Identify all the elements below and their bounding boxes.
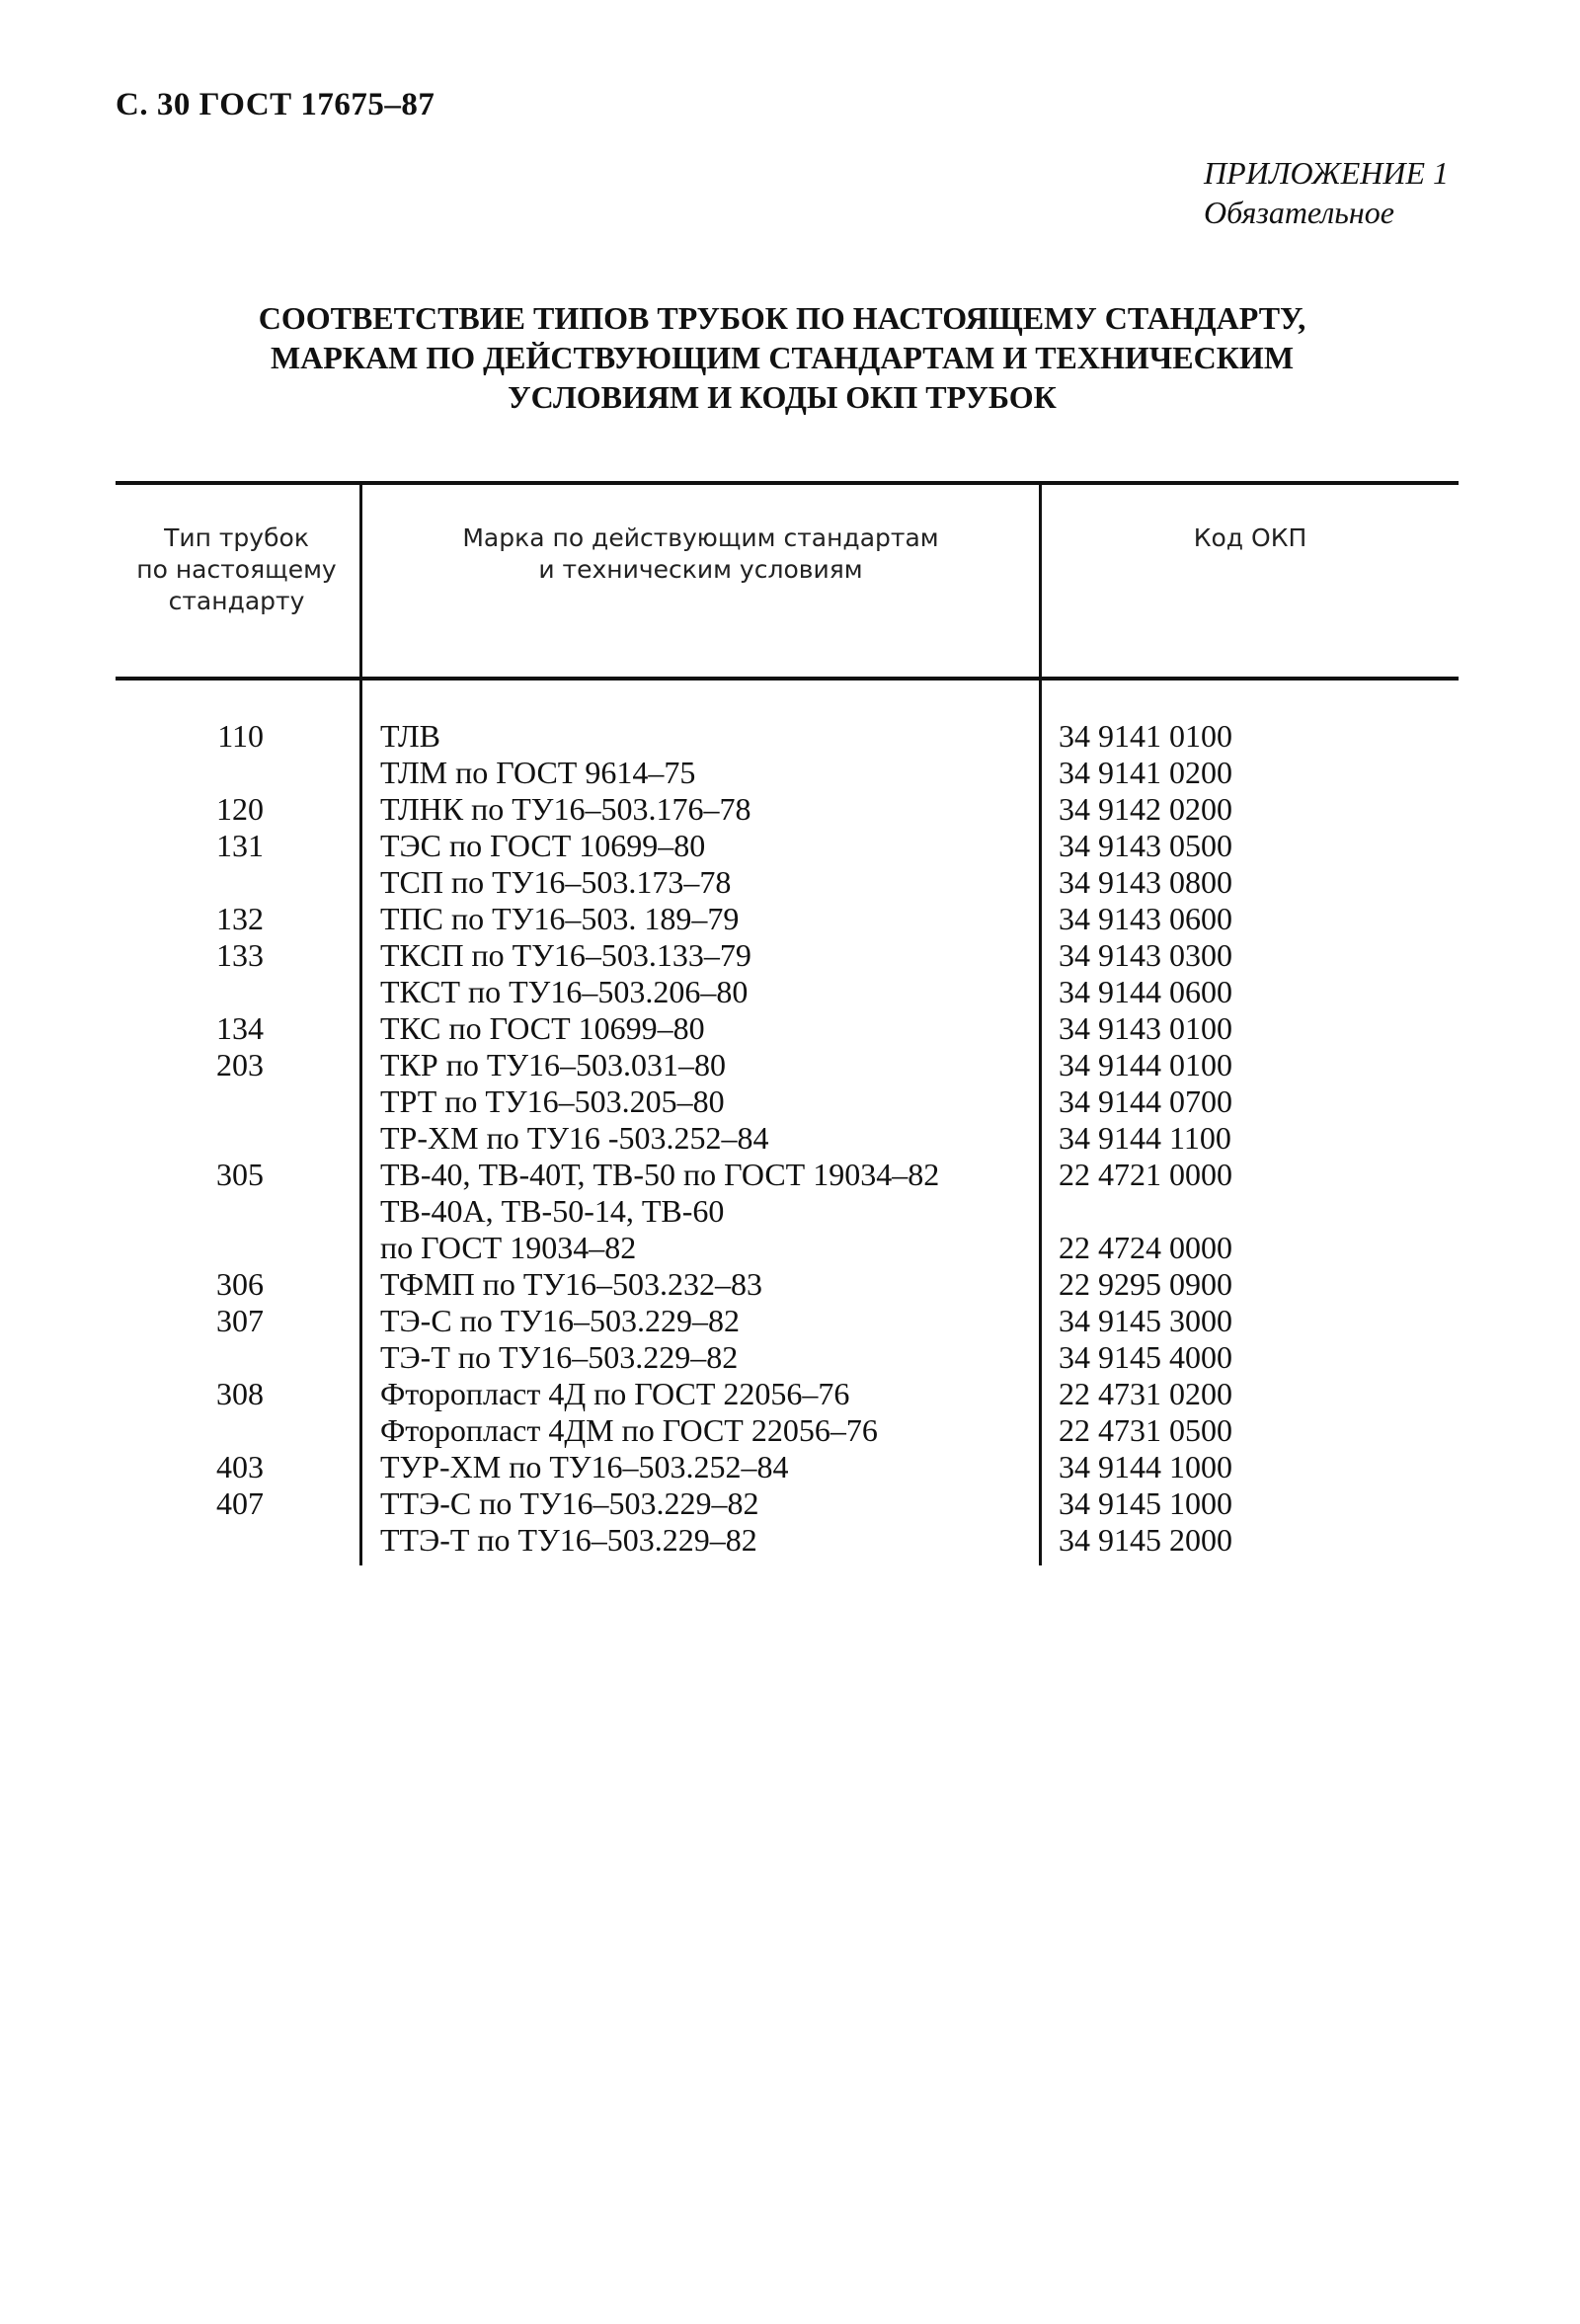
cell-brand: ТЭС по ГОСТ 10699–80 <box>380 828 706 863</box>
header-line: стандарту <box>168 587 305 615</box>
cell-tube-type: 307 <box>216 1303 264 1338</box>
table-row <box>116 864 1459 901</box>
page-header: С. 30 ГОСТ 17675–87 <box>116 87 435 122</box>
title-line: СООТВЕТСТВИЕ ТИПОВ ТРУБОК ПО НАСТОЯЩЕМУ СТАНДАРТУ, <box>258 300 1306 336</box>
cell-brand: ТВ-40А, ТВ-50-14, ТВ-60 <box>380 1193 725 1229</box>
table-row <box>116 718 1459 755</box>
header-line: Код ОКП <box>1193 523 1307 552</box>
cell-brand: ТУР-ХМ по ТУ16–503.252–84 <box>380 1449 789 1484</box>
cell-brand: ТР-ХМ по ТУ16 -503.252–84 <box>380 1120 769 1156</box>
cell-okp-code: 22 4731 0200 <box>1059 1376 1232 1411</box>
cell-brand: ТСП по ТУ16–503.173–78 <box>380 864 732 900</box>
title-line: МАРКАМ ПО ДЕЙСТВУЮЩИМ СТАНДАРТАМ И ТЕХНИЧЕСКИМ <box>270 340 1295 375</box>
table-row <box>116 1339 1459 1376</box>
cell-okp-code: 34 9145 4000 <box>1059 1339 1232 1375</box>
table-row <box>116 828 1459 864</box>
cell-okp-code: 34 9144 0700 <box>1059 1083 1232 1119</box>
cell-brand: Фторопласт 4Д по ГОСТ 22056–76 <box>380 1376 850 1411</box>
header-tube-type <box>116 522 357 617</box>
cell-tube-type: 407 <box>216 1485 264 1521</box>
table-row <box>116 791 1459 828</box>
cell-brand: ТЛВ <box>380 718 440 754</box>
table-row <box>116 1120 1459 1157</box>
cell-okp-code: 34 9144 1100 <box>1059 1120 1231 1156</box>
header-line: и техническим условиям <box>538 555 863 584</box>
header-line: Тип трубок <box>164 523 309 552</box>
table-body <box>116 718 1459 1559</box>
cell-tube-type: 134 <box>216 1010 264 1046</box>
table-row <box>116 1047 1459 1083</box>
cell-okp-code: 34 9145 2000 <box>1059 1522 1232 1558</box>
cell-tube-type: 305 <box>216 1157 264 1192</box>
table-row <box>116 974 1459 1010</box>
table-row <box>116 1230 1459 1266</box>
appendix-label: ПРИЛОЖЕНИЕ 1 <box>1204 155 1449 191</box>
cell-okp-code: 34 9145 1000 <box>1059 1485 1232 1521</box>
cell-brand: ТВ-40, ТВ-40Т, ТВ-50 по ГОСТ 19034–82 <box>380 1157 940 1192</box>
header-line: по настоящему <box>136 555 337 584</box>
cell-okp-code: 34 9141 0200 <box>1059 755 1232 790</box>
table-row <box>116 1376 1459 1412</box>
cell-tube-type: 203 <box>216 1047 264 1082</box>
cell-brand: ТКСТ по ТУ16–503.206–80 <box>380 974 749 1009</box>
cell-okp-code: 34 9144 1000 <box>1059 1449 1232 1484</box>
cell-brand: ТЭ-С по ТУ16–503.229–82 <box>380 1303 740 1338</box>
cell-okp-code: 34 9145 3000 <box>1059 1303 1232 1338</box>
cell-tube-type: 132 <box>216 901 264 936</box>
cell-brand: ТЛНК по ТУ16–503.176–78 <box>380 791 751 827</box>
table-row <box>116 1083 1459 1120</box>
cell-tube-type: 308 <box>216 1376 264 1411</box>
cell-okp-code: 34 9141 0100 <box>1059 718 1232 754</box>
table-row <box>116 1157 1459 1193</box>
cell-brand: ТПС по ТУ16–503. 189–79 <box>380 901 740 936</box>
cell-brand: ТЭ-Т по ТУ16–503.229–82 <box>380 1339 739 1375</box>
cell-brand: ТКСП по ТУ16–503.133–79 <box>380 937 751 973</box>
cell-brand: ТТЭ-С по ТУ16–503.229–82 <box>380 1485 759 1521</box>
title-line: УСЛОВИЯМ И КОДЫ ОКП ТРУБОК <box>508 379 1057 415</box>
cell-okp-code: 22 9295 0900 <box>1059 1266 1232 1302</box>
cell-brand: ТРТ по ТУ16–503.205–80 <box>380 1083 725 1119</box>
cell-okp-code: 22 4721 0000 <box>1059 1157 1232 1192</box>
table-row <box>116 1522 1459 1559</box>
cell-tube-type: 133 <box>216 937 264 973</box>
cell-tube-type: 403 <box>216 1449 264 1484</box>
appendix-status: Обязательное <box>1204 195 1394 230</box>
cell-okp-code: 34 9143 0100 <box>1059 1010 1232 1046</box>
header-okp-code <box>1042 522 1459 554</box>
cell-okp-code: 34 9144 0600 <box>1059 974 1232 1009</box>
appendix-block <box>1204 153 1449 232</box>
cell-okp-code: 34 9143 0600 <box>1059 901 1232 936</box>
cell-brand: Фторопласт 4ДМ по ГОСТ 22056–76 <box>380 1412 878 1448</box>
cell-okp-code: 22 4731 0500 <box>1059 1412 1232 1448</box>
cell-okp-code: 34 9142 0200 <box>1059 791 1232 827</box>
cell-tube-type: 131 <box>216 828 264 863</box>
cell-okp-code: 34 9144 0100 <box>1059 1047 1232 1082</box>
table-row <box>116 1412 1459 1449</box>
cell-brand: ТТЭ-Т по ТУ16–503.229–82 <box>380 1522 757 1558</box>
cell-tube-type: 110 <box>217 718 264 754</box>
table-row <box>116 1449 1459 1485</box>
cell-okp-code: 34 9143 0800 <box>1059 864 1232 900</box>
header-brand <box>362 522 1039 586</box>
table-row <box>116 1193 1459 1230</box>
table-row <box>116 1266 1459 1303</box>
cell-okp-code: 34 9143 0500 <box>1059 828 1232 863</box>
document-title <box>116 298 1449 417</box>
table-row <box>116 1485 1459 1522</box>
cell-brand: по ГОСТ 19034–82 <box>380 1230 637 1265</box>
cell-okp-code: 34 9143 0300 <box>1059 937 1232 973</box>
table-header-rule <box>116 677 1459 681</box>
table-row <box>116 755 1459 791</box>
cell-brand: ТЛМ по ГОСТ 9614–75 <box>380 755 696 790</box>
cell-tube-type: 120 <box>216 791 264 827</box>
cell-brand: ТКР по ТУ16–503.031–80 <box>380 1047 727 1082</box>
cell-okp-code: 22 4724 0000 <box>1059 1230 1232 1265</box>
table-row <box>116 901 1459 937</box>
header-line: Марка по действующим стандартам <box>462 523 939 552</box>
table-row <box>116 1010 1459 1047</box>
cell-brand: ТФМП по ТУ16–503.232–83 <box>380 1266 763 1302</box>
cell-brand: ТКС по ГОСТ 10699–80 <box>380 1010 705 1046</box>
cell-tube-type: 306 <box>216 1266 264 1302</box>
table-top-rule <box>116 481 1459 485</box>
table-row <box>116 1303 1459 1339</box>
table-row <box>116 937 1459 974</box>
